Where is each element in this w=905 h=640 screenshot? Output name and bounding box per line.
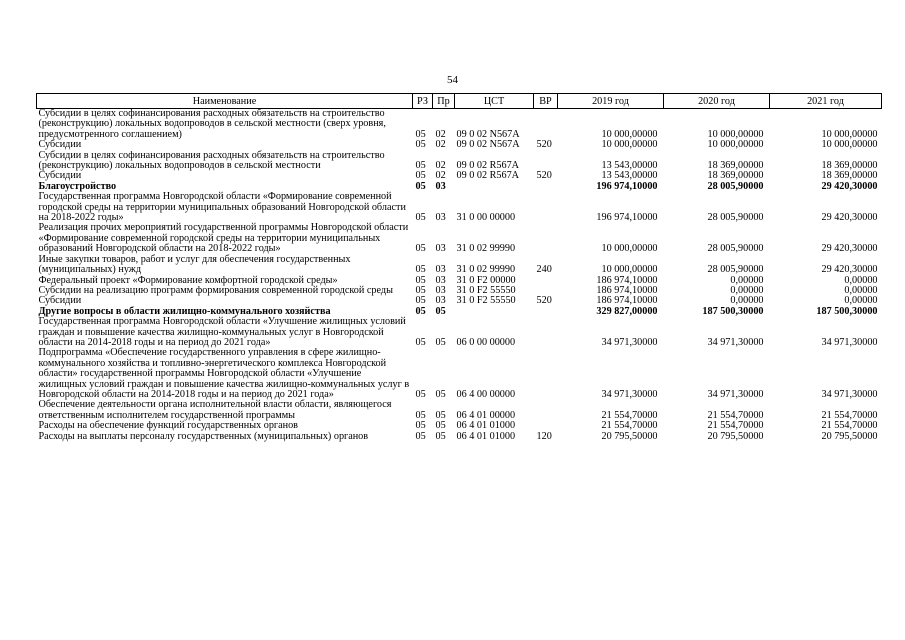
cell-pr: 02	[435, 128, 446, 140]
cell-2019: 196 974,10000	[596, 180, 658, 192]
cell-2021: 18 369,00000	[821, 160, 878, 172]
cell-cst: 31 0 F2 00000	[456, 274, 516, 286]
cell-2021: 29 420,30000	[821, 264, 878, 276]
cell-cst	[455, 182, 534, 192]
cell-2019: 186 974,10000	[596, 295, 658, 307]
cell-name: Реализация прочих мероприятий государственной программы Новгородской области «Формирование современной городской среды на территории муниципальных образований Новгородской области на 2018-2022 годы»	[38, 222, 409, 255]
cell-vr	[534, 400, 558, 421]
cell-name: Субсидии в целях софинансирования расходных обязательств на строительство (реконструкцию) локальных водопроводов в сельской местности (сверх уровня, предусмотренного соглашением)	[38, 108, 386, 140]
cell-2019: 13 543,00000	[601, 160, 658, 172]
table-row	[37, 192, 882, 223]
cell-rz: 05	[415, 420, 426, 432]
cell-2021: 187 500,30000	[816, 305, 878, 317]
header-2019: 2019 год	[558, 94, 664, 109]
cell-2019: 21 554,70000	[601, 420, 658, 432]
cell-2021: 0,00000	[844, 295, 878, 307]
cell-cst: 09 0 02 N567A	[456, 139, 520, 151]
cell-rz: 05	[415, 128, 426, 140]
cell-cst	[455, 307, 534, 317]
table-row	[37, 109, 882, 141]
cell-cst: 06 4 00 00000	[456, 388, 516, 400]
cell-pr: 03	[435, 243, 446, 255]
cell-cst: 31 0 02 99990	[456, 243, 516, 255]
table-row	[37, 400, 882, 421]
cell-cst: 06 4 01 01000	[456, 420, 516, 432]
header-2020: 2020 год	[664, 94, 770, 109]
cell-name: Подпрограмма «Обеспечение государственного управления в сфере жилищно-коммунального хозяйства и топливно-энергетического комплекса Новгородской области» государственной программы Новгородской области «Улучшение жилищных условий граждан и повышение качества жилищно-коммунальных услуг в Новгородской области на 2014-2018 годы и на период до 2021 года»	[38, 347, 410, 400]
table-row	[37, 223, 882, 254]
cell-pr: 03	[435, 284, 446, 296]
cell-rz: 05	[415, 409, 426, 421]
cell-2020: 0,00000	[730, 284, 764, 296]
cell-vr	[534, 182, 558, 192]
cell-2019: 34 971,30000	[601, 336, 658, 348]
cell-pr: 02	[435, 170, 446, 182]
cell-name: Государственная программа Новгородской области «Формирование современной городской среды на территории муниципальных образований Новгородской области на 2018-2022 годы»	[38, 191, 406, 224]
cell-cst: 31 0 F2 55550	[456, 295, 516, 307]
cell-2020: 34 971,30000	[707, 336, 764, 348]
cell-name: Расходы на выплаты персоналу государственных (муниципальных) органов	[38, 430, 369, 442]
cell-2020: 187 500,30000	[702, 305, 764, 317]
cell-pr: 03	[435, 274, 446, 286]
cell-rz: 05	[415, 170, 426, 182]
cell-name: Субсидии	[38, 295, 82, 307]
cell-2020: 10 000,00000	[707, 128, 764, 140]
cell-cst: 09 0 02 R567A	[456, 170, 520, 182]
cell-rz: 05	[415, 212, 426, 224]
cell-rz: 05	[415, 295, 426, 307]
cell-vr	[534, 223, 558, 254]
cell-2021: 20 795,50000	[821, 430, 878, 442]
cell-rz: 05	[415, 305, 426, 317]
cell-rz: 05	[415, 336, 426, 348]
cell-2021: 0,00000	[844, 284, 878, 296]
cell-2020: 10 000,00000	[707, 139, 764, 151]
cell-cst: 09 0 02 R567A	[456, 160, 520, 172]
header-pr: Пр	[433, 94, 455, 109]
cell-cst: 06 0 00 00000	[456, 336, 516, 348]
cell-pr: 05	[435, 409, 446, 421]
cell-2021: 21 554,70000	[821, 420, 878, 432]
cell-2021: 29 420,30000	[821, 212, 878, 224]
cell-name: Другие вопросы в области жилищно-коммунального хозяйства	[38, 305, 331, 317]
cell-2019: 10 000,00000	[601, 243, 658, 255]
cell-name: Иные закупки товаров, работ и услуг для обеспечения государственных (муниципальных) нужд	[38, 253, 351, 276]
table-row	[37, 348, 882, 400]
cell-cst: 31 0 00 00000	[456, 212, 516, 224]
header-2021: 2021 год	[770, 94, 882, 109]
cell-cst: 31 0 02 99990	[456, 264, 516, 276]
cell-rz: 05	[415, 160, 426, 172]
budget-table	[36, 93, 882, 442]
cell-2019: 196 974,10000	[596, 212, 658, 224]
cell-2021: 29 420,30000	[821, 243, 878, 255]
header-rz: РЗ	[413, 94, 433, 109]
cell-2019: 13 543,00000	[601, 170, 658, 182]
cell-cst: 09 0 02 N567A	[456, 128, 520, 140]
cell-rz: 05	[415, 180, 426, 192]
cell-rz: 05	[415, 430, 426, 442]
table-row	[37, 151, 882, 172]
cell-pr: 03	[435, 180, 446, 192]
table-body	[37, 109, 882, 443]
header-row	[37, 94, 882, 109]
cell-2021: 21 554,70000	[821, 409, 878, 421]
cell-vr: 240	[536, 264, 552, 276]
cell-vr: 520	[536, 295, 552, 307]
cell-pr: 05	[435, 305, 446, 317]
cell-2021: 29 420,30000	[821, 180, 878, 192]
cell-2020: 34 971,30000	[707, 388, 764, 400]
cell-vr: 520	[536, 170, 552, 182]
cell-vr	[534, 276, 558, 286]
cell-cst: 06 4 01 00000	[456, 409, 516, 421]
header-name: Наименование	[37, 94, 413, 109]
page-number: 54	[447, 74, 458, 86]
cell-pr: 03	[435, 264, 446, 276]
table-header	[37, 94, 882, 109]
cell-name: Расходы на обеспечение функций государственных органов	[38, 420, 298, 432]
cell-rz: 05	[415, 243, 426, 255]
cell-2020: 18 369,00000	[707, 170, 764, 182]
cell-2019: 34 971,30000	[601, 388, 658, 400]
cell-vr	[534, 192, 558, 223]
cell-2021: 10 000,00000	[821, 139, 878, 151]
cell-2020: 18 369,00000	[707, 160, 764, 172]
cell-cst: 06 4 01 01000	[456, 430, 516, 442]
cell-2019: 10 000,00000	[601, 139, 658, 151]
cell-vr	[534, 109, 558, 141]
cell-rz: 05	[415, 388, 426, 400]
cell-2019: 186 974,10000	[596, 274, 658, 286]
cell-name: Субсидии в целях софинансирования расходных обязательств на строительство (реконструкцию) локальных водопроводов в сельской местности	[38, 149, 385, 172]
cell-name: Государственная программа Новгородской области «Улучшение жилищных условий граждан и повышение качества жилищно-коммунальных услуг в Новгородской области на 2014-2018 годы и на период до 2021 года»	[38, 316, 406, 348]
cell-rz: 05	[415, 284, 426, 296]
cell-rz: 05	[415, 264, 426, 276]
cell-rz: 05	[415, 274, 426, 286]
cell-pr: 05	[435, 388, 446, 400]
cell-pr: 03	[435, 212, 446, 224]
cell-pr: 02	[435, 160, 446, 172]
header-vr: ВР	[534, 94, 558, 109]
table-row	[37, 255, 882, 276]
cell-name: Субсидии	[38, 170, 82, 182]
cell-vr	[534, 348, 558, 400]
cell-2019: 10 000,00000	[601, 264, 658, 276]
cell-2020: 28 005,90000	[707, 243, 764, 255]
cell-vr: 520	[536, 139, 552, 151]
cell-2020: 21 554,70000	[707, 420, 764, 432]
cell-2021: 0,00000	[844, 274, 878, 286]
cell-2019: 21 554,70000	[601, 409, 658, 421]
cell-cst: 31 0 F2 55550	[456, 284, 516, 296]
cell-rz: 05	[415, 139, 426, 151]
header-cst: ЦСТ	[455, 94, 534, 109]
cell-2021: 18 369,00000	[821, 170, 878, 182]
cell-2020: 28 005,90000	[707, 180, 764, 192]
cell-2019: 20 795,50000	[601, 430, 658, 442]
table-row	[37, 432, 882, 442]
cell-2020: 21 554,70000	[707, 409, 764, 421]
cell-name: Обеспечение деятельности органа исполнительной власти области, являющегося ответственным исполнителем государственной программы	[38, 399, 392, 421]
cell-name: Федеральный проект «Формирование комфортной городской среды»	[38, 274, 338, 286]
cell-pr: 02	[435, 139, 446, 151]
cell-2020: 28 005,90000	[707, 212, 764, 224]
cell-2020: 0,00000	[730, 295, 764, 307]
cell-vr	[534, 307, 558, 317]
cell-name: Благоустройство	[38, 180, 117, 192]
cell-2021: 10 000,00000	[821, 128, 878, 140]
cell-2020: 20 795,50000	[707, 430, 764, 442]
cell-2020: 28 005,90000	[707, 264, 764, 276]
cell-2021: 34 971,30000	[821, 336, 878, 348]
cell-vr	[534, 317, 558, 348]
cell-vr	[534, 151, 558, 172]
cell-vr: 120	[536, 430, 552, 442]
cell-2019: 186 974,10000	[596, 284, 658, 296]
cell-pr: 05	[435, 430, 446, 442]
cell-name: Субсидии	[38, 139, 82, 151]
table-row	[37, 317, 882, 348]
cell-2019: 329 827,00000	[596, 305, 658, 317]
cell-name: Субсидии на реализацию программ формирования современной городской среды	[38, 284, 393, 296]
cell-2019: 10 000,00000	[601, 128, 658, 140]
cell-2020: 0,00000	[730, 274, 764, 286]
cell-2021: 34 971,30000	[821, 388, 878, 400]
cell-pr: 05	[435, 336, 446, 348]
cell-pr: 03	[435, 295, 446, 307]
cell-pr: 05	[435, 420, 446, 432]
